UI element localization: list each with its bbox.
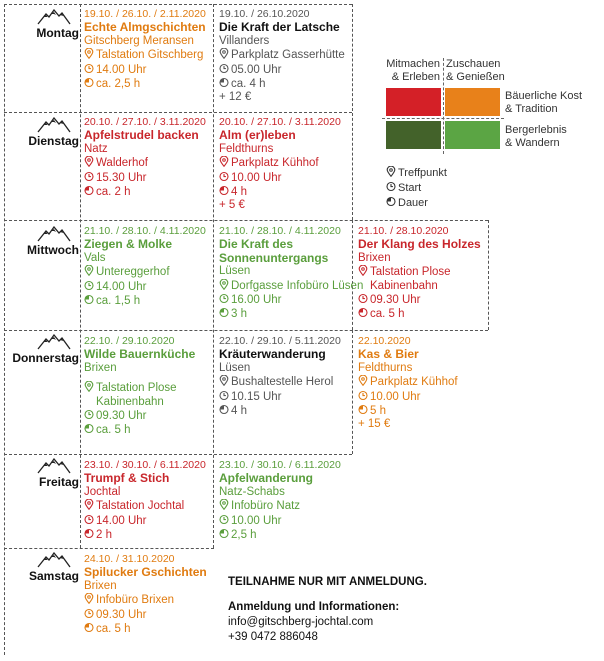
event-card[interactable]: 22.10. / 29.10.2020 Wilde Bauernküche Brixen Talstation Plose Kabinenbahn 09.30 Uhr ca. 5 h xyxy=(84,335,196,437)
duration-icon xyxy=(84,423,94,434)
event-card[interactable]: 20.10. / 27.10. / 3.11.2020 Alm (er)leben Feldthurns Parkplatz Kühhof 10.00 Uhr 4 h + 5 € xyxy=(219,116,341,212)
legend-col-1: Mitmachen & Erleben xyxy=(386,58,440,83)
clock-icon xyxy=(84,171,94,182)
clock-icon xyxy=(358,293,368,304)
legend-swatch-red xyxy=(386,88,441,116)
clock-icon xyxy=(219,293,229,304)
event-card[interactable]: 20.10. / 27.10. / 3.11.2020 Apfelstrudel backen Natz Walderhof 15.30 Uhr ca. 2 h xyxy=(84,116,206,199)
mountain-icon xyxy=(37,552,71,568)
event-card[interactable]: 21.10. / 28.10. / 4.11.2020 Die Kraft des Sonnenuntergangs Lüsen Dorfgasse Infobüro Lüsen 16.00 Uhr 3 h xyxy=(219,225,364,321)
event-card[interactable]: 24.10. / 31.10.2020 Spilucker Gschichten Brixen Infobüro Brixen 09.30 Uhr ca. 5 h xyxy=(84,553,207,636)
duration-icon xyxy=(219,404,229,415)
grid-line xyxy=(4,4,352,5)
duration-icon xyxy=(219,528,229,539)
duration-icon xyxy=(358,404,368,415)
event-card[interactable]: 21.10. / 28.10. / 4.11.2020 Ziegen & Molke Vals Untereggerhof 14.00 Uhr ca. 1,5 h xyxy=(84,225,206,308)
day-label-donnerstag: Donnerstag xyxy=(5,334,79,365)
clock-icon xyxy=(219,171,229,182)
clock-icon xyxy=(219,63,229,74)
location-pin-icon xyxy=(358,265,368,276)
registration-info xyxy=(228,576,427,645)
location-pin-icon xyxy=(219,48,229,59)
day-label-mittwoch: Mittwoch xyxy=(5,226,79,257)
duration-icon xyxy=(219,77,229,88)
mountain-icon xyxy=(37,226,71,242)
mountain-icon xyxy=(37,9,71,25)
clock-icon xyxy=(84,280,94,291)
location-pin-icon xyxy=(219,499,229,510)
mountain-icon xyxy=(37,458,71,474)
registration-notice: TEILNAHME NUR MIT ANMELDUNG. xyxy=(228,576,427,588)
clock-icon xyxy=(358,390,368,401)
grid-line xyxy=(4,454,352,455)
legend-col-2: Zuschauen & Genießen xyxy=(446,58,505,83)
event-card[interactable]: 19.10. / 26.10.2020 Die Kraft der Latsche Villanders Parkplatz Gasserhütte 05.00 Uhr ca. 4 h + 12 € xyxy=(219,8,345,104)
grid-line xyxy=(352,330,353,454)
mountain-icon xyxy=(37,117,71,133)
duration-icon xyxy=(84,185,94,196)
legend-swatch-dark-green xyxy=(386,121,441,149)
clock-icon xyxy=(84,63,94,74)
event-card[interactable]: 23.10. / 30.10. / 6.11.2020 Apfelwanderung Natz-Schabs Infobüro Natz 10.00 Uhr 2,5 h xyxy=(219,459,341,542)
clock-icon xyxy=(84,409,94,420)
grid-line xyxy=(4,112,352,113)
legend-icons: Treffpunkt Start Dauer xyxy=(386,166,447,211)
grid-line xyxy=(488,220,489,330)
location-pin-icon xyxy=(84,48,94,59)
location-pin-icon xyxy=(84,499,94,510)
location-pin-icon xyxy=(219,375,229,386)
grid-line xyxy=(4,220,488,221)
grid-line xyxy=(352,4,353,220)
legend-row-1: Bäuerliche Kost & Tradition xyxy=(505,90,583,115)
location-pin-icon xyxy=(219,279,229,290)
location-pin-icon xyxy=(84,156,94,167)
contact-email[interactable]: info@gitschberg-jochtal.com xyxy=(228,616,374,628)
location-pin-icon xyxy=(84,593,94,604)
legend-row-2: Bergerlebnis & Wandern xyxy=(505,124,567,149)
location-pin-icon xyxy=(386,166,396,177)
legend-divider xyxy=(443,58,444,154)
grid-line xyxy=(4,548,214,549)
duration-icon xyxy=(84,622,94,633)
duration-icon xyxy=(358,307,368,318)
location-pin-icon xyxy=(219,156,229,167)
event-card[interactable]: 22.10. / 29.10. / 5.11.2020 Kräuterwanderung Lüsen Bushaltestelle Herol 10.15 Uhr 4 h xyxy=(219,335,341,418)
day-label-freitag: Freitag xyxy=(5,458,79,489)
legend-divider xyxy=(382,118,504,119)
grid-line xyxy=(80,4,81,548)
duration-icon xyxy=(84,528,94,539)
grid-line xyxy=(213,4,214,548)
day-label-dienstag: Dienstag xyxy=(5,117,79,148)
location-pin-icon xyxy=(358,375,368,386)
duration-icon xyxy=(84,294,94,305)
day-label-montag: Montag xyxy=(5,9,79,40)
contact-phone[interactable]: +39 0472 886048 xyxy=(228,631,318,643)
event-card[interactable]: 19.10. / 26.10. / 2.11.2020 Echte Almgschichten Gitschberg Meransen Talstation Gitschberg 14.00 Uhr ca. 2,5 h xyxy=(84,8,206,91)
location-pin-icon xyxy=(84,265,94,276)
info-heading: Anmeldung und Informationen: xyxy=(228,601,400,613)
duration-icon xyxy=(219,307,229,318)
duration-icon xyxy=(386,196,396,207)
grid-line xyxy=(4,330,488,331)
legend-swatch-light-green xyxy=(445,121,500,149)
clock-icon xyxy=(84,608,94,619)
clock-icon xyxy=(84,514,94,525)
day-label-samstag: Samstag xyxy=(5,552,79,583)
legend-swatch-orange xyxy=(445,88,500,116)
event-card[interactable]: 21.10. / 28.10.2020 Der Klang des Holzes Brixen Talstation Plose Kabinenbahn 09.30 Uhr ca. 5 h xyxy=(358,225,481,321)
clock-icon xyxy=(219,390,229,401)
location-pin-icon xyxy=(84,381,94,392)
mountain-icon xyxy=(37,334,71,350)
clock-icon xyxy=(386,181,396,192)
duration-icon xyxy=(84,77,94,88)
duration-icon xyxy=(219,185,229,196)
event-card[interactable]: 22.10.2020 Kas & Bier Feldthurns Parkplatz Kühhof 10.00 Uhr 5 h + 15 € xyxy=(358,335,458,431)
clock-icon xyxy=(219,514,229,525)
event-card[interactable]: 23.10. / 30.10. / 6.11.2020 Trumpf & Stich Jochtal Talstation Jochtal 14.00 Uhr 2 h xyxy=(84,459,206,542)
